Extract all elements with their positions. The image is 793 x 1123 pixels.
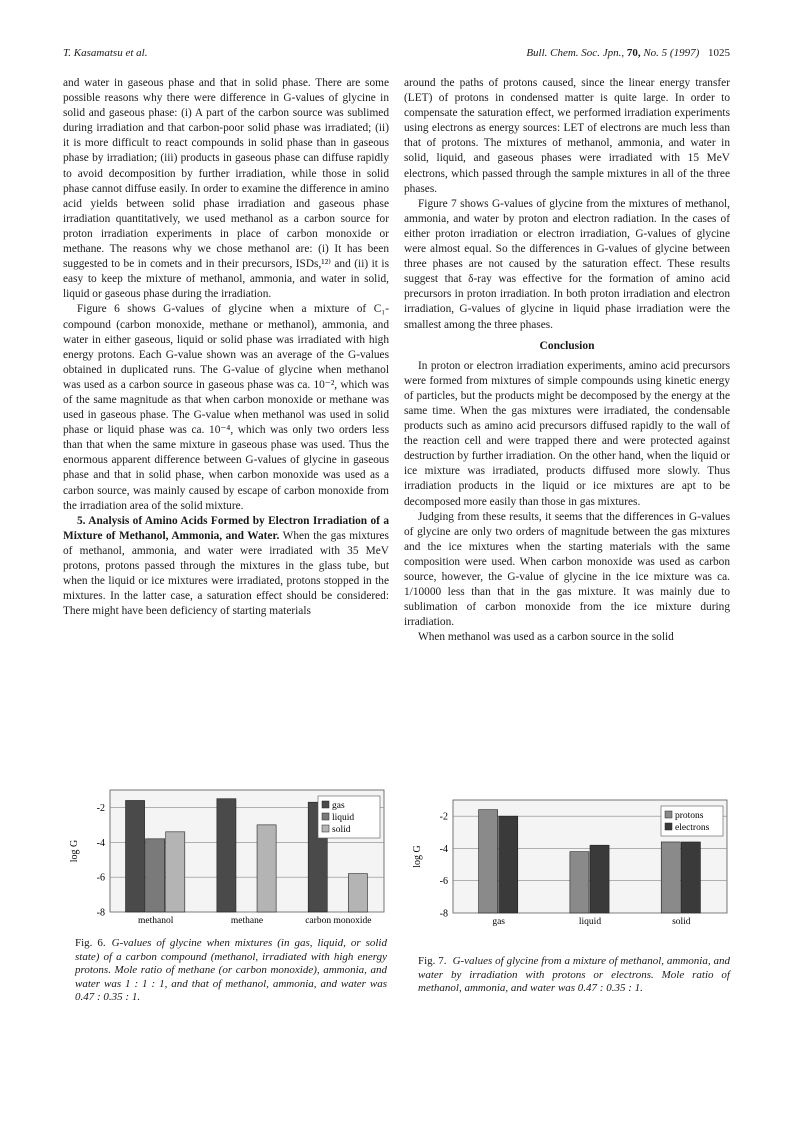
figure-6-chart bbox=[62, 775, 390, 935]
section-body: When the gas mixtures of methanol, ammonia, and water were irradiated with 35 MeV protons, protons passed through the mixtures in the glass tube, but when the liquid or ice mixtures were irradiated, protons stopped in the mixtures. In the latter case, a saturation effect should be considered: There might have been deficiency of starting materials bbox=[63, 529, 389, 618]
legend-entry: protons bbox=[675, 811, 704, 821]
bar-gas bbox=[217, 799, 236, 912]
y-tick-label: -4 bbox=[96, 837, 105, 849]
page-number: 1025 bbox=[708, 47, 730, 59]
y-tick-label: -4 bbox=[439, 843, 448, 855]
bar-electrons bbox=[681, 842, 700, 913]
y-tick-label: -2 bbox=[96, 802, 105, 814]
legend-swatch bbox=[665, 811, 672, 818]
journal-name: Bull. Chem. Soc. Jpn., bbox=[526, 47, 625, 59]
bar-solid bbox=[348, 874, 367, 912]
bar-liquid bbox=[146, 839, 165, 912]
bar-protons bbox=[570, 852, 589, 913]
bar-solid bbox=[166, 832, 185, 912]
left-column bbox=[63, 76, 389, 619]
y-tick-label: -6 bbox=[439, 876, 448, 888]
caption-label: Fig. 6. bbox=[75, 937, 106, 949]
legend-swatch bbox=[322, 801, 329, 808]
paragraph: Figure 6 shows G-values of glycine when a mixture of C₁-compound (carbon monoxide, methane or methanol), ammonia, and water in either gaseous, liquid or solid phase was irradiated with high energy protons. Each G-value shown was an average of the G-values obtained in duplicated runs. The G-value of glycine when methanol was used as a carbon source in gaseous phase was ca. 10⁻², which was of the same magnitude as that when carbon monoxide or methane was used in gaseous phase. The G-value when methanol was used in solid phase or liquid phase was ca. 10⁻⁴, which was only two orders less than that when the same mixture in gaseous phase was used. Thus the enormous apparent difference between G-values of glycine in gaseous phase and that in solid phase, when carbon monoxide was used as a carbon source, was mainly caused by escape of carbon monoxide from the irradiation area of the solid mixture. bbox=[63, 303, 389, 512]
x-tick-label: gas bbox=[492, 917, 506, 927]
running-header-authors: T. Kasamatsu et al. bbox=[63, 47, 148, 59]
legend-swatch bbox=[665, 823, 672, 830]
legend-swatch bbox=[322, 825, 329, 832]
conclusion-heading: Conclusion bbox=[539, 339, 595, 352]
paragraph: and water in gaseous phase and that in solid phase. There are some possible reasons why there were difference in G-values of glycine in solid and gaseous phase: (i) A part of the carbon source was sublimed during irradiation and that carbon-poor solid phase was irradiated; (ii) it is more difficult to react compounds in solid phase than in gaseous phase by irradiation; (iii) products in gaseous phase can diffuse rapidly to avoid decomposition by further irradiation, while those in solid phase cannot diffuse easily. In order to examine the difference in amino acid yields between solid phase irradiation and gaseous phase irradiation quantitatively, we used methanol as a carbon source for proton irradiation experiments in place of carbon monoxide or methane. The reasons why we chose methanol are: (i) It has been suggested to be in comets and in their precursors, ISDs,¹²⁾ and (ii) it is easy to keep the mixture of methanol, ammonia, and water in solid, liquid or gaseous phase during the irradiation. bbox=[63, 77, 389, 301]
legend-entry: solid bbox=[332, 825, 351, 835]
y-axis-label: log G bbox=[69, 839, 80, 863]
journal-issue: No. 5 (1997) bbox=[643, 47, 700, 59]
bar-electrons bbox=[499, 816, 518, 913]
right-column bbox=[404, 76, 730, 645]
caption-text: G-values of glycine when mixtures (in gas, liquid, or solid state) of a carbon compound (methanol, irradiated with high energy protons. Mole ratio of methane (or carbon monoxide), ammonia, and water was 1 : 1 : 1, and that of methanol, ammonia, and water was 0.47 : 0.35 : 1. bbox=[75, 937, 387, 1004]
bar-protons bbox=[479, 810, 498, 913]
y-tick-label: -6 bbox=[96, 872, 105, 884]
journal-volume: 70, bbox=[626, 47, 641, 59]
bar-solid bbox=[257, 825, 276, 912]
caption-label: Fig. 7. bbox=[418, 955, 447, 967]
y-tick-label: -2 bbox=[439, 811, 448, 823]
paragraph: around the paths of protons caused, since the linear energy transfer (LET) of protons in condensed matter is quite large. In order to compensate the saturation effect, we performed irradiation experiments using electrons as energy sources: LET of electrons are much less than that of protons. The mixtures of methanol, ammonia, and water in solid, liquid, and gaseous phases were irradiated with 15 MeV electrons, which passed through the sample mixtures in all of the three phases. bbox=[404, 77, 730, 195]
bar-protons bbox=[661, 842, 680, 913]
paragraph: When methanol was used as a carbon source in the solid bbox=[418, 631, 674, 644]
caption-text: G-values of glycine from a mixture of methanol, ammonia, and water by irradiation with protons or electrons. Mole ratio of methanol, ammonia, and water was 0.47 : 0.35 : 1. bbox=[418, 955, 730, 995]
legend-entry: liquid bbox=[332, 813, 355, 823]
y-tick-label: -8 bbox=[96, 907, 105, 919]
legend-swatch bbox=[322, 813, 329, 820]
paragraph: In proton or electron irradiation experiments, amino acid precursors were formed from mixtures of simple compounds using kinetic energy of particles, but the products might be decomposed by the energy at the same time. When the gas mixtures were irradiated, the condensable products such as amino acid precursors diffused rapidly to the wall of the reaction cell and were trapped there and were protected against destruction by further irradiation. On the other hand, when the liquid or ice mixture was irradiated, products diffused more slowly. Thus irradiation products in the liquid or ice mixtures are apt to be decomposed more easily than those in gas mixtures. bbox=[404, 359, 730, 508]
x-tick-label: methane bbox=[230, 916, 264, 926]
x-tick-label: methanol bbox=[137, 916, 174, 926]
y-tick-label: -8 bbox=[439, 908, 448, 920]
section-5 bbox=[63, 514, 389, 620]
legend-entry: gas bbox=[332, 801, 345, 811]
x-tick-label: carbon monoxide bbox=[305, 916, 372, 926]
x-tick-label: solid bbox=[672, 917, 691, 927]
legend-entry: electrons bbox=[675, 823, 710, 833]
running-header-journal bbox=[400, 47, 730, 59]
bar-gas bbox=[126, 800, 145, 912]
section-heading: 5. Analysis of Amino Acids Formed by Electron Irradiation of a Mixture of Methanol, Ammonia, and Water. bbox=[63, 514, 389, 542]
x-tick-label: liquid bbox=[578, 917, 602, 927]
figure-7-chart bbox=[405, 795, 733, 935]
figure-6-caption bbox=[75, 937, 387, 1005]
paragraph: Judging from these results, it seems that the differences in G-values of glycine are only two orders of magnitude between the gas mixtures and the ice mixtures when the starting materials with the same composition were used. When carbon monoxide was used as carbon source, however, the G-value of glycine in the ice mixture was ca. 1/10000 less than that in the gas mixture. It was mainly due to sublimation of carbon monoxide from the ice mixture during irradiation. bbox=[404, 510, 730, 629]
bar-electrons bbox=[590, 845, 609, 913]
paragraph: Figure 7 shows G-values of glycine from the mixtures of methanol, ammonia, and water by proton and electron radiation. In the cases of either proton irradiation or electron irradiation, G-values of glycine were almost equal. So the differences in G-values of glycine between three phases are not caused by the saturation effect. These results suggest that δ-ray was effective for the formation of amino acid precursors in proton irradiation. In both proton irradiation and electron irradiation, G-values of glycine in liquid phase irradiation were the smallest among the three phases. bbox=[404, 197, 730, 331]
y-axis-label: log G bbox=[412, 845, 423, 868]
figure-7-caption bbox=[418, 955, 730, 996]
